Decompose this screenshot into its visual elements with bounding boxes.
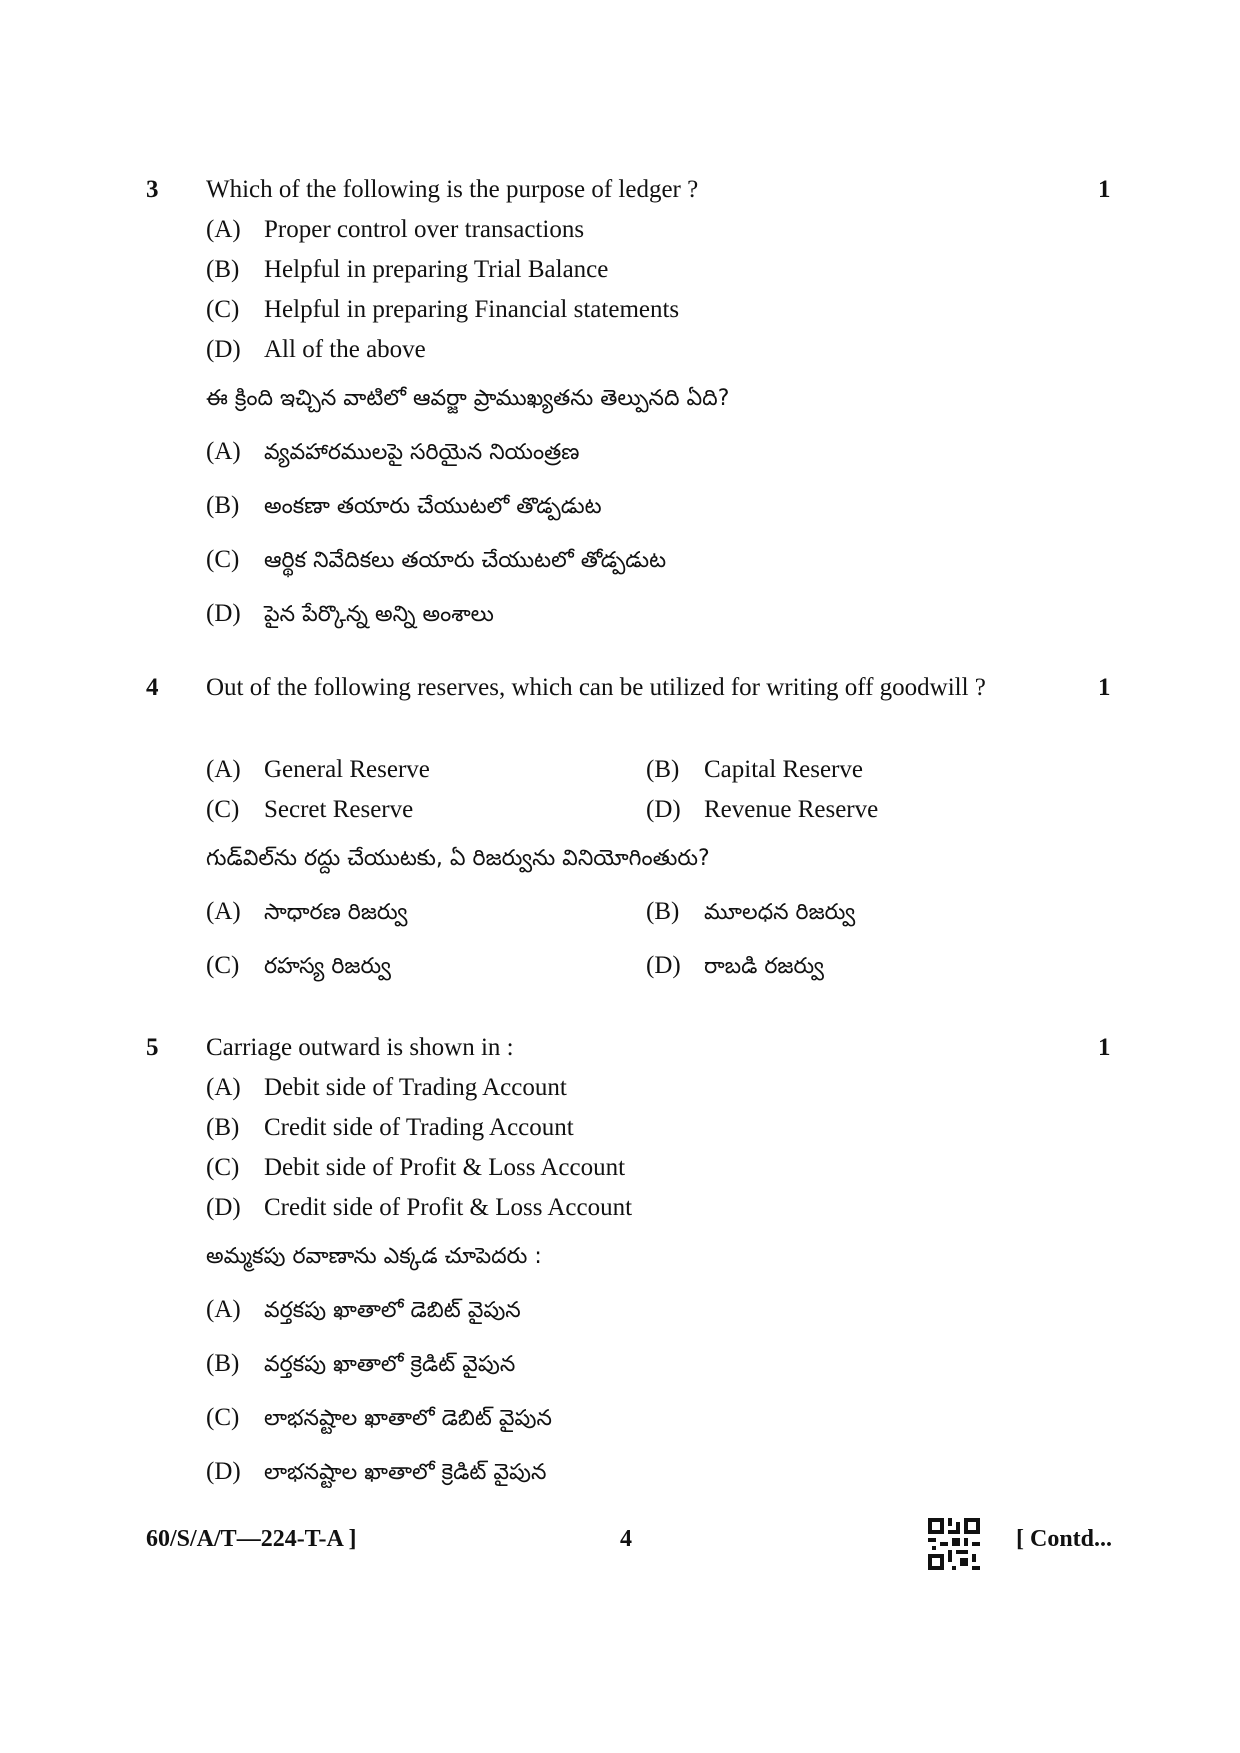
telugu-option-b: (B) అంకణా తయారు చేయుటలో తొడ్పడుట	[206, 492, 602, 519]
qr-code-icon	[928, 1518, 980, 1570]
option-a: (A) Debit side of Trading Account	[206, 1074, 567, 1101]
option-d: (D) Revenue Reserve	[646, 796, 879, 823]
question-number: 3	[146, 176, 159, 203]
telugu-option-d: (D) లాభనష్టాల ఖాతాలో క్రెడిట్ వైపున	[206, 1458, 547, 1485]
telugu-question-text: గుడ్‌విల్‌ను రద్దు చేయుటకు, ఏ రిజర్వును వినియోగింతురు?	[206, 846, 710, 871]
telugu-option-c: (C) లాభనష్టాల ఖాతాలో డెబిట్ వైపున	[206, 1404, 552, 1431]
telugu-option-d: (D) రాబడి రజర్వు	[646, 952, 825, 979]
telugu-option-c: (C) ఆర్థిక నివేదికలు తయారు చేయుటలో తోడ్పడుట	[206, 546, 667, 573]
continued-label: [ Contd...	[1016, 1526, 1113, 1552]
telugu-option-a: (A) వర్తకపు ఖాతాలో డెబిట్ వైపున	[206, 1296, 521, 1323]
telugu-question-text: ఈ క్రింది ఇచ్చిన వాటిలో ఆవర్జా ప్రాముఖ్యతను తెల్పునది ఏది?	[206, 386, 730, 411]
telugu-option-b: (B) మూలధన రిజర్వు	[646, 898, 856, 925]
question-text: Out of the following reserves, which can be utilized for writing off goodwill ?	[206, 674, 986, 701]
option-b: (B) Helpful in preparing Trial Balance	[206, 256, 609, 283]
telugu-option-b: (B) వర్తకపు ఖాతాలో క్రెడిట్ వైపున	[206, 1350, 516, 1377]
option-c: (C) Debit side of Profit & Loss Account	[206, 1154, 626, 1181]
question-text: Which of the following is the purpose of ledger ?	[206, 176, 699, 203]
telugu-option-a: (A) సాధారణ రిజర్వు	[206, 898, 408, 925]
telugu-option-c: (C) రహస్య రిజర్వు	[206, 952, 391, 979]
option-b: (B) Capital Reserve	[646, 756, 863, 783]
question-number: 5	[146, 1034, 159, 1061]
option-a: (A) General Reserve	[206, 756, 430, 783]
question-text: Carriage outward is shown in :	[206, 1034, 514, 1061]
option-c: (C) Helpful in preparing Financial statements	[206, 296, 680, 323]
option-a: (A) Proper control over transactions	[206, 216, 585, 243]
question-marks: 1	[1098, 674, 1111, 701]
page-number: 4	[620, 1526, 632, 1552]
option-d: (D) Credit side of Profit & Loss Account	[206, 1194, 633, 1221]
telugu-option-a: (A) వ్యవహారములపై సరియైన నియంత్రణ	[206, 438, 580, 465]
paper-code: 60/S/A/T—224-T-A ]	[146, 1526, 357, 1552]
option-b: (B) Credit side of Trading Account	[206, 1114, 574, 1141]
telugu-question-text: అమ్మకపు రవాణాను ఎక్కడ చూపెదరు :	[206, 1244, 542, 1269]
question-marks: 1	[1098, 176, 1111, 203]
question-marks: 1	[1098, 1034, 1111, 1061]
question-number: 4	[146, 674, 159, 701]
telugu-option-d: (D) పైన పేర్కొన్న అన్ని అంశాలు	[206, 600, 494, 627]
option-c: (C) Secret Reserve	[206, 796, 414, 823]
option-d: (D) All of the above	[206, 336, 426, 363]
